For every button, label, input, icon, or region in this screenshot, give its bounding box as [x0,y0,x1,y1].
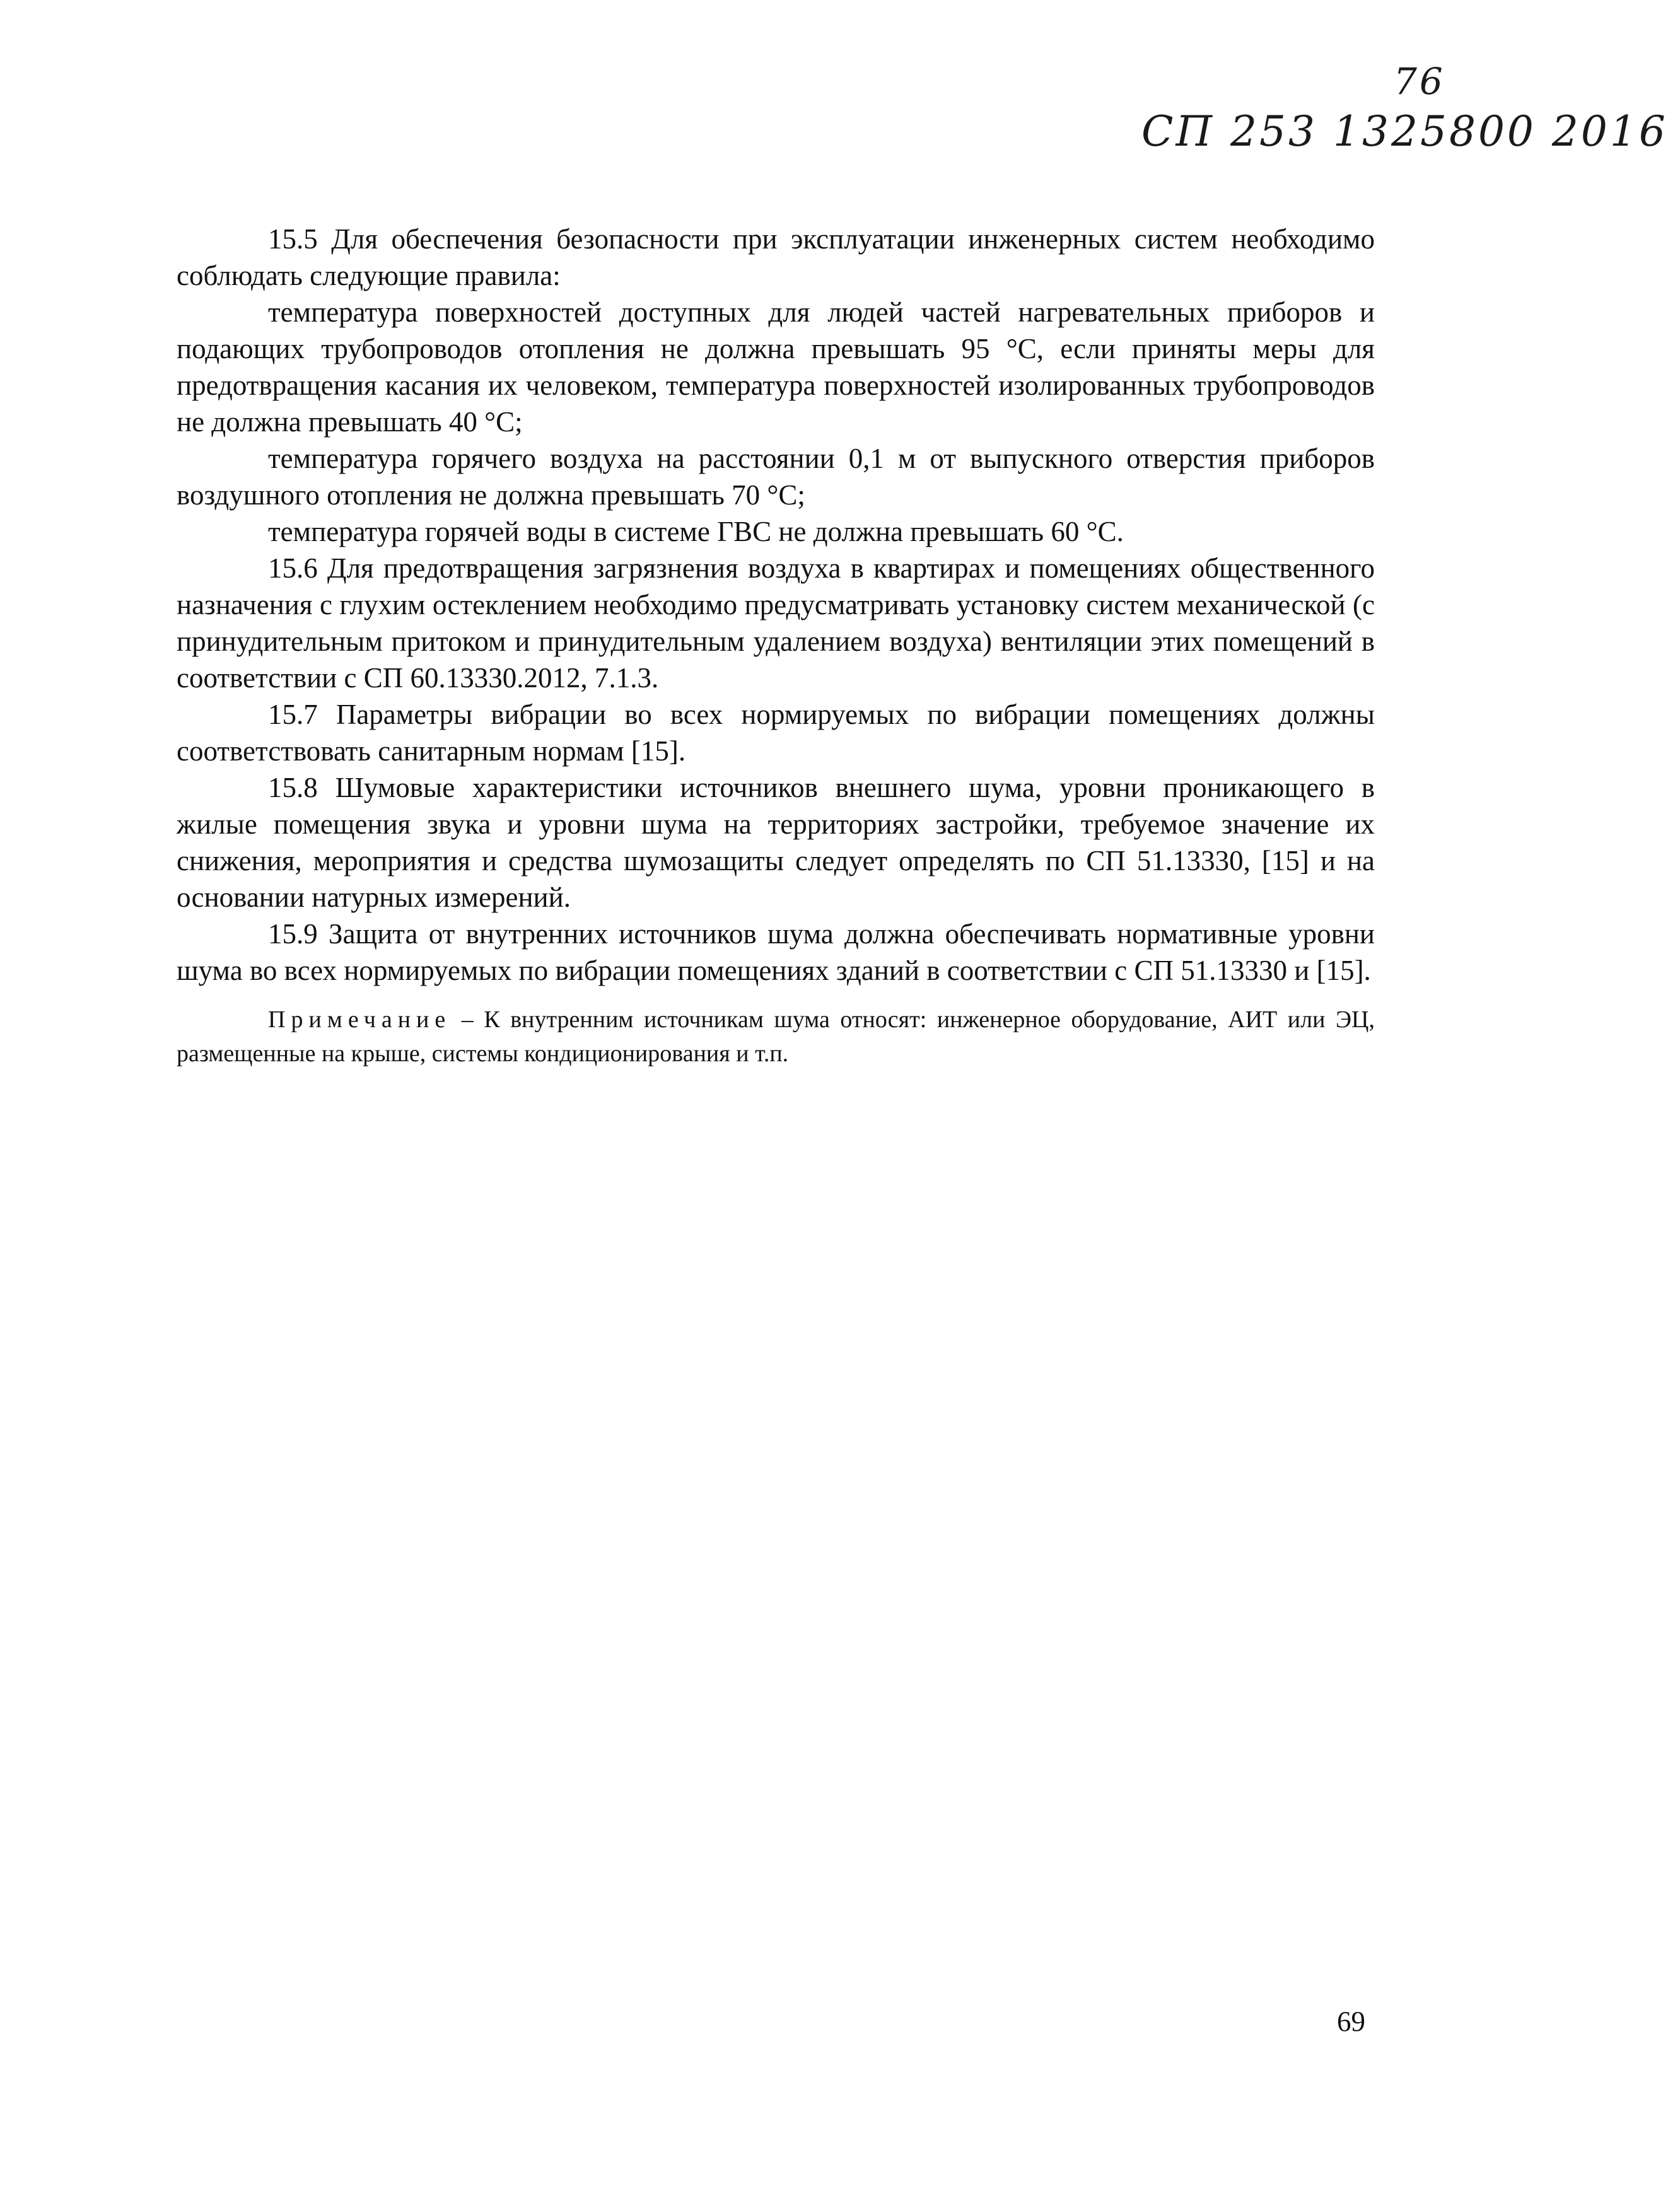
handwritten-sheet-number: 76 [1394,60,1445,103]
rule-surface-temperature: температура поверхностей доступных для людей частей нагревательных приборов и подающих трубопроводов отопления не должна превышать 95 °С, если приняты меры для предотвращения касания их человеком, температура поверхностей изолированных трубопроводов не должна превышать 40 °С; [177,296,1375,438]
paragraph-15-6: 15.6 Для предотвращения загрязнения воздуха в квартирах и помещениях общественного назначения с глухим остеклением необходимо предусматривать установку систем механической (с принудительным притоком и принудительным удалением воздуха) вентиляции этих помещений в соответствии с СП 60.13330.2012, 7.1.3. [177,552,1375,694]
page-number: 69 [1337,2006,1365,2037]
paragraph-15-5: 15.5 Для обеспечения безопасности при эксплуатации инженерных систем необходимо соблюдать следующие правила: [177,223,1375,291]
paragraph-15-7: 15.7 Параметры вибрации во всех нормируемых по вибрации помещениях должны соответствовать санитарным нормам [15]. [177,699,1375,767]
paragraph-15-8: 15.8 Шумовые характеристики источников внешнего шума, уровни проникающего в жилые помещения звука и уровни шума на территориях застройки, требуемое значение их снижения, мероприятия и средства шумозащиты следует определять по СП 51.13330, [15] и на основании натурных измерений. [177,772,1375,913]
handwritten-document-code: СП 253 1325800 2016 [1141,107,1668,156]
document-body [177,221,1375,1071]
note [177,1003,1375,1071]
paragraph-15-9: 15.9 Защита от внутренних источников шума должна обеспечивать нормативные уровни шума во всех нормируемых по вибрации помещениях зданий в соответствии с СП 51.13330 и [15]. [177,918,1375,986]
rule-hot-water-temperature: температура горячей воды в системе ГВС не должна превышать 60 °С. [268,516,1124,547]
note-text: – К внутренним источникам шума относят: инженерное оборудование, АИТ или ЭЦ, размещенные на крыше, системы кондиционирования и т.п. [177,1006,1375,1067]
note-label: Примечание [268,1006,452,1033]
rule-hot-air-temperature: температура горячего воздуха на расстоянии 0,1 м от выпускного отверстия приборов воздушного отопления не должна превышать 70 °С; [177,443,1375,511]
